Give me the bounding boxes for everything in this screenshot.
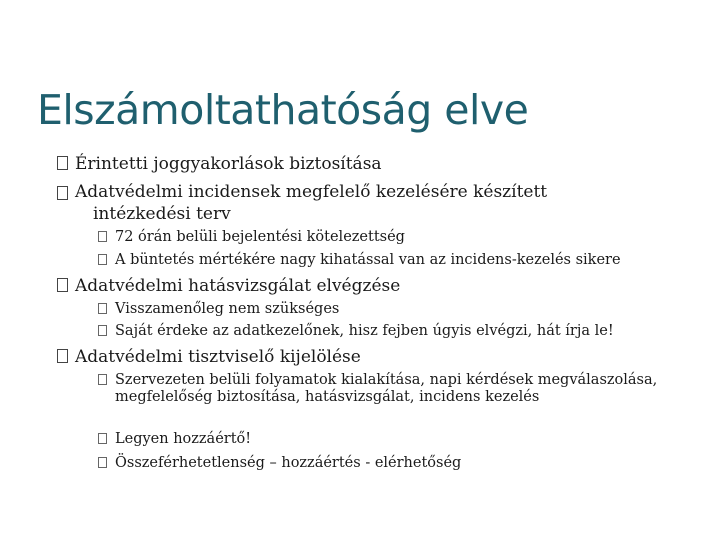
- sub-bullet-osszeferhetetlenseg: [115, 455, 695, 472]
- sub-bullet-box-icon: [98, 252, 107, 269]
- sub-bullet-72-ora: [115, 229, 695, 246]
- sub-bullet-box-icon: [98, 455, 107, 472]
- bullet-box-icon: [57, 153, 68, 175]
- bullet-text: Érintetti joggyakorlások biztosítása: [75, 154, 382, 174]
- sub-bullet-box-icon: [98, 431, 107, 448]
- sub-bullet-text: Saját érdeke az adatkezelőnek, hisz fejben úgyis elvégzi, hát írja le!: [115, 323, 614, 339]
- sub-bullet-sajat-erdeke: [115, 323, 695, 340]
- sub-bullet-text: 72 órán belüli bejelentési kötelezettség: [115, 229, 405, 245]
- sub-bullet-visszamenoleg: [115, 301, 695, 318]
- bullet-joggyakorlas: [75, 153, 695, 175]
- sub-bullet-box-icon: [98, 323, 107, 340]
- sub-bullet-text: A büntetés mértékére nagy kihatással van az incidens-kezelés sikere: [115, 252, 621, 268]
- bullet-hatasvizsgalat: [75, 275, 695, 297]
- sub-bullet-text: Összeférhetetlenség – hozzáértés - elérhetőség: [115, 455, 462, 471]
- sub-bullet-hozzaerto: [115, 431, 695, 448]
- bullet-box-icon: [57, 346, 68, 368]
- slide-title: Elszámoltathatóság elve: [37, 86, 529, 134]
- bullet-tisztviselo: [75, 346, 695, 368]
- sub-bullet-box-icon: [98, 372, 107, 389]
- sub-bullet-box-icon: [98, 229, 107, 246]
- bullet-text: Adatvédelmi incidensek megfelelő kezelésére készített intézkedési terv: [75, 182, 548, 224]
- bullet-text: Adatvédelmi hatásvizsgálat elvégzése: [75, 276, 401, 296]
- bullet-incidens: [75, 181, 633, 225]
- sub-bullet-buntetes: [115, 252, 695, 269]
- sub-bullet-box-icon: [98, 301, 107, 318]
- bullet-text: Adatvédelmi tisztviselő kijelölése: [75, 347, 361, 367]
- sub-bullet-text: Visszamenőleg nem szükséges: [115, 301, 340, 317]
- bullet-box-icon: [57, 275, 68, 297]
- sub-bullet-text: Szervezeten belüli folyamatok kialakítása, napi kérdések megválaszolása, megfelelőség biztosítása, hatásvizsgálat, incidens kezelés: [115, 372, 658, 405]
- sub-bullet-szervezeten: [115, 372, 675, 406]
- sub-bullet-text: Legyen hozzáértő!: [115, 431, 252, 447]
- bullet-box-icon: [57, 184, 68, 203]
